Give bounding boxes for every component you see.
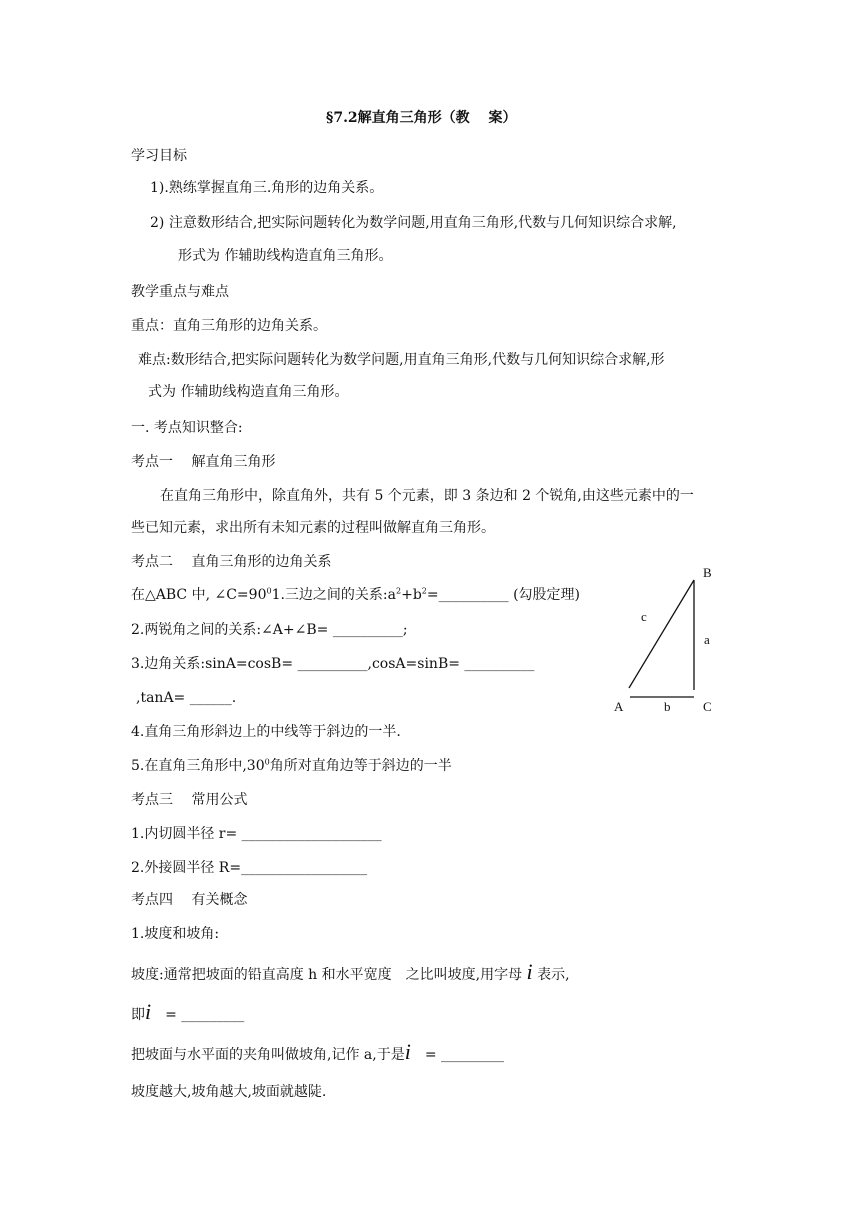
kp3-line-2: 2.外接圆半径 R=__________________ bbox=[131, 860, 368, 876]
kp2-line-2: 2.两锐角之间的关系:∠A+∠B= __________; bbox=[131, 622, 408, 638]
kp4-line-1: 1.坡度和坡角: bbox=[131, 926, 220, 942]
kp1-text: 在直角三角形中，除直角外，共有 5 个元素，即 3 条边和 2 个锐角,由这些元素中的一 bbox=[160, 488, 694, 504]
keypoints-heading: 教学重点与难点 bbox=[131, 284, 229, 300]
kp2-line-1-pre: 在△ABC 中, ∠C=90 bbox=[131, 587, 267, 603]
hypotenuse-line bbox=[629, 580, 694, 688]
kp2-line-1 bbox=[131, 585, 580, 605]
kp4-line-3-post: = _________ bbox=[151, 1007, 245, 1023]
side-label-c: c bbox=[641, 609, 647, 624]
degree-sup-2: 0 bbox=[264, 757, 270, 767]
slope-symbol-i-3: i bbox=[404, 1039, 411, 1064]
kp2-line-1-end: =__________ (勾股定理) bbox=[426, 587, 580, 603]
page-title: §7.2解直角三角形（教 案） bbox=[326, 110, 517, 126]
goal-item-1: 1).熟练掌握直角三.角形的边角关系。 bbox=[150, 180, 384, 196]
kp1-title: 考点一 解直角三角形 bbox=[131, 454, 276, 470]
difficulty-text: 难点:数形结合,把实际问题转化为数学问题,用直角三角形,代数与几何知识综合求解,形 bbox=[138, 352, 665, 368]
kp4-line-4 bbox=[131, 1039, 505, 1065]
kp3-line-1: 1.内切圆半径 r= ____________________ bbox=[131, 826, 382, 842]
kp2-title: 考点二 直角三角形的边角关系 bbox=[131, 554, 332, 570]
vertex-label-B: B bbox=[703, 565, 712, 580]
goals-heading: 学习目标 bbox=[131, 148, 187, 164]
kp4-line-2-pre: 坡度:通常把坡面的铅直高度 h 和水平宽度 之比叫坡度,用字母 bbox=[131, 967, 527, 983]
vertex-label-C: C bbox=[703, 699, 712, 714]
kp2-line-3: 3.边角关系:sinA=cosB= __________,cosA=sinB= __________ bbox=[131, 656, 535, 672]
slope-symbol-i: i bbox=[526, 959, 533, 984]
a-squared-sup: 2 bbox=[396, 586, 402, 596]
kp3-title: 考点三 常用公式 bbox=[131, 792, 248, 808]
kp2-line-4: ,tanA= ______. bbox=[136, 690, 237, 706]
kp4-line-4-pre: 把坡面与水平面的夹角叫做坡角,记作 a,于是 bbox=[131, 1047, 405, 1063]
kp4-line-5: 坡度越大,坡角越大,坡面就越陡. bbox=[131, 1084, 327, 1100]
vertex-label-A: A bbox=[614, 699, 624, 714]
goal-item-2-cont: 形式为 作辅助线构造直角三角形。 bbox=[178, 248, 393, 264]
kp1-text-cont: 些已知元素，求出所有未知元素的过程叫做解直角三角形。 bbox=[131, 520, 495, 536]
kp4-line-4-post: = _________ bbox=[410, 1047, 505, 1063]
kp4-line-2 bbox=[131, 959, 570, 985]
degree-sup: 0 bbox=[266, 586, 272, 596]
section-heading: 一. 考点知识整合: bbox=[131, 420, 243, 436]
slope-symbol-i-2: i bbox=[145, 999, 152, 1024]
kp2-line-1-plus: +b bbox=[401, 587, 422, 603]
kp4-title: 考点四 有关概念 bbox=[131, 892, 248, 908]
right-triangle-figure bbox=[600, 560, 740, 720]
side-label-b: b bbox=[664, 699, 671, 714]
kp4-line-3 bbox=[131, 999, 245, 1025]
kp4-line-3-pre: 即 bbox=[131, 1007, 145, 1023]
kp2-line-1-mid: 1.三边之间的关系:a bbox=[271, 587, 396, 603]
side-label-a: a bbox=[704, 632, 710, 647]
difficulty-text-cont: 式为 作辅助线构造直角三角形。 bbox=[148, 384, 349, 400]
kp4-line-2-post: 表示, bbox=[532, 967, 570, 983]
kp2-line-6-pre: 5.在直角三角形中,30 bbox=[131, 758, 265, 774]
b-squared-sup: 2 bbox=[421, 586, 427, 596]
focus-text: 重点：直角三角形的边角关系。 bbox=[131, 318, 327, 334]
goal-item-2: 2) 注意数形结合,把实际问题转化为数学问题,用直角三角形,代数与几何知识综合求解, bbox=[150, 215, 677, 231]
kp2-line-6 bbox=[131, 756, 452, 776]
kp2-line-5: 4.直角三角形斜边上的中线等于斜边的一半. bbox=[131, 724, 401, 740]
kp2-line-6-post: 角所对直角边等于斜边的一半 bbox=[269, 758, 452, 774]
